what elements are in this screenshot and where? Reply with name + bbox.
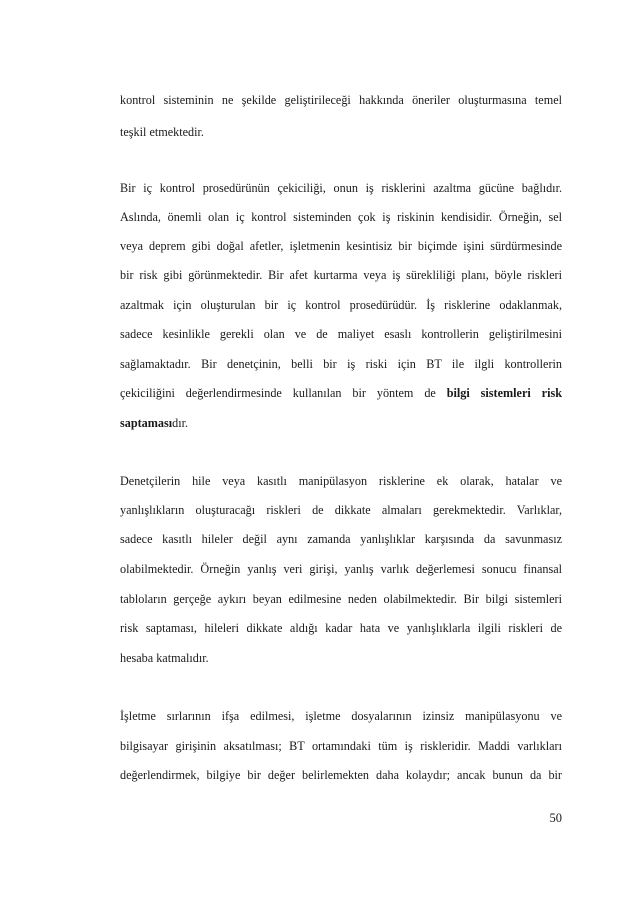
paragraph-3-line-5: tabloların gerçeğe aykırı beyan edilmesine neden olabilmektedir. Bir bilgi sistemleri bbox=[120, 592, 562, 606]
paragraph-3-line-2: yanlışlıkların oluşturacağı riskleri de dikkate almaları gerekmektedir. Varlıklar, bbox=[120, 503, 562, 517]
paragraph-4-line-3: değerlendirmek, bilgiye bir değer belirlemekten daha kolaydır; ancak bunun da bir bbox=[120, 768, 562, 782]
page-number: 50 bbox=[549, 811, 562, 825]
paragraph-3-line-6: risk saptaması, hileleri dikkate aldığı kadar hata ve yanlışlıklarla ilgili riskleri de bbox=[120, 621, 562, 635]
paragraph-2-line-8 bbox=[120, 385, 562, 401]
paragraph-4-line-1: İşletme sırlarının ifşa edilmesi, işletme dosyalarının izinsiz manipülasyonu ve bbox=[120, 709, 562, 723]
line-text: dır. bbox=[172, 416, 189, 430]
line-text: çekiciliğini değerlendirmesinde kullanılan bir yöntem de bbox=[120, 386, 447, 400]
paragraph-2-line-7: sağlamaktadır. Bir denetçinin, belli bir iş riski için BT ile ilgli kontrollerin bbox=[120, 357, 562, 371]
paragraph-3-line-1: Denetçilerin hile veya kasıtlı manipülasyon risklerine ek olarak, hatalar ve bbox=[120, 474, 562, 488]
paragraph-2-line-9 bbox=[120, 415, 562, 431]
bold-term: saptaması bbox=[120, 416, 173, 430]
paragraph-3-line-3: sadece kasıtlı hileler değil aynı zamanda yanlışlıklar karşısında da savunmasız bbox=[120, 532, 562, 546]
paragraph-2-line-3: veya deprem gibi doğal afetler, işletmenin kesintisiz bir biçimde işini sürdürmesinde bbox=[120, 239, 562, 253]
paragraph-2-line-4: bir risk gibi görünmektedir. Bir afet kurtarma veya iş sürekliliği planı, böyle riskleri bbox=[120, 268, 562, 282]
paragraph-3-line-4: olabilmektedir. Örneğin yanlış veri girişi, yanlış varlık değerlemesi sonucu finansal bbox=[120, 562, 562, 576]
paragraph-2-line-6: sadece kesinlikle gerekli olan ve de maliyet esaslı kontrollerin geliştirilmesini bbox=[120, 327, 562, 341]
paragraph-2-line-2: Aslında, önemli olan iç kontrol sisteminden çok iş riskinin kendisidir. Örneğin, sel bbox=[120, 210, 562, 224]
paragraph-4-line-2: bilgisayar girişinin aksatılması; BT ortamındaki tüm iş riskleridir. Maddi varlıkları bbox=[120, 739, 562, 753]
paragraph-2-line-5: azaltmak için oluşturulan bir iç kontrol prosedürüdür. İş risklerine odaklanmak, bbox=[120, 298, 562, 312]
paragraph-2-line-1: Bir iç kontrol prosedürünün çekiciliği, onun iş risklerini azaltma gücüne bağlıdır. bbox=[120, 181, 562, 195]
bold-term: bilgi sistemleri risk bbox=[446, 386, 562, 400]
paragraph-1-line-1: kontrol sisteminin ne şekilde geliştirileceği hakkında öneriler oluşturmasına temel bbox=[120, 93, 562, 107]
paragraph-3-line-7: hesaba katmalıdır. bbox=[120, 651, 209, 665]
paragraph-1-line-2: teşkil etmektedir. bbox=[120, 125, 204, 139]
